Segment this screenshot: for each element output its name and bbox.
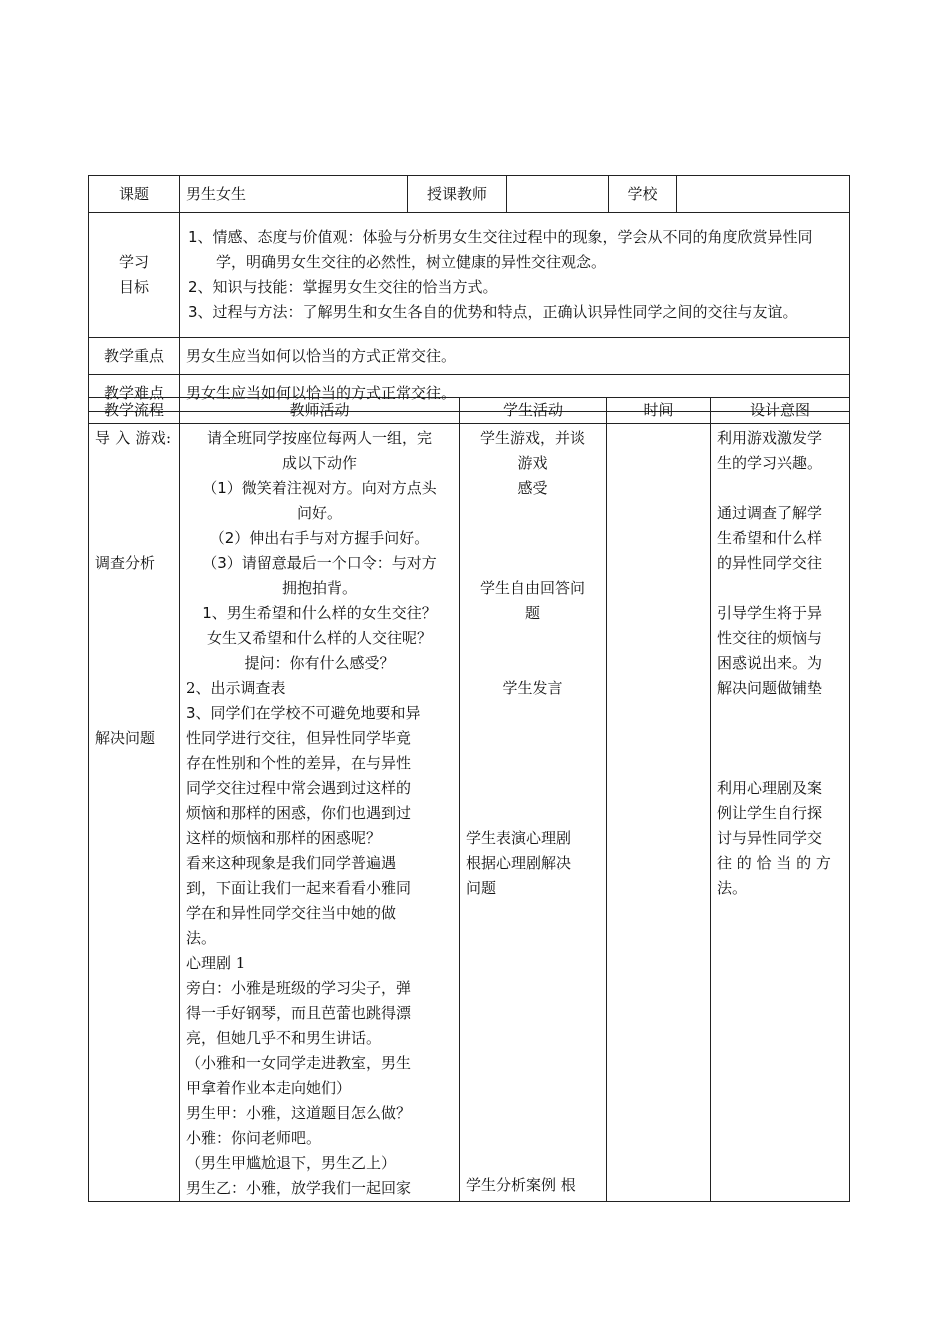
teacher-line: 3、同学们在学校不可避免地要和异 bbox=[186, 704, 421, 722]
design-text: 解决问题做铺垫 bbox=[717, 679, 823, 697]
teacher-line: 存在性别和个性的差异，在与异性 bbox=[186, 754, 412, 772]
stage-label: 导 入 游戏: bbox=[95, 429, 171, 447]
teacher-line: 1、男生希望和什么样的女生交往？ bbox=[202, 604, 437, 622]
design-text: 法。 bbox=[717, 879, 748, 897]
design-text: 往 的 恰 当 的 方 bbox=[717, 854, 831, 872]
objectives-label bbox=[89, 213, 180, 338]
topic-value: 男生女生 bbox=[180, 176, 408, 213]
teacher-line: 问好。 bbox=[296, 504, 342, 522]
teacher-line: 2、出示调查表 bbox=[186, 679, 286, 697]
teacher-line: （小雅和一女同学走进教室，男生 bbox=[186, 1054, 412, 1072]
design-intent-column bbox=[711, 424, 850, 1202]
teacher-line: 得一手好钢琴，而且芭蕾也跳得漂 bbox=[186, 1004, 412, 1022]
key-point-row bbox=[89, 338, 850, 375]
student-text: 游戏 bbox=[517, 454, 548, 472]
design-text: 的异性同学交往 bbox=[717, 554, 823, 572]
student-text: 学生自由回答问 bbox=[479, 579, 585, 597]
flow-header: 学生活动 bbox=[460, 398, 607, 424]
teacher-line: 男生甲：小雅，这道题目怎么做？ bbox=[186, 1104, 412, 1122]
teacher-activity-column bbox=[180, 424, 460, 1202]
student-text: 感受 bbox=[517, 479, 548, 497]
key-point-value: 男女生应当如何以恰当的方式正常交往。 bbox=[180, 338, 850, 375]
design-text: 生的学习兴趣。 bbox=[717, 454, 823, 472]
student-text: 题 bbox=[524, 604, 540, 622]
student-text: 学生分析案例 根 bbox=[466, 1176, 576, 1194]
flow-header: 设计意图 bbox=[711, 398, 850, 424]
objectives-content bbox=[180, 213, 850, 338]
student-text: 学生发言 bbox=[502, 679, 563, 697]
difficulty-label: 教学难点 bbox=[89, 375, 180, 412]
teacher-label: 授课教师 bbox=[408, 176, 507, 213]
teacher-value bbox=[507, 176, 609, 213]
student-text: 问题 bbox=[466, 879, 497, 897]
topic-row bbox=[89, 176, 850, 213]
teacher-line: 烦恼和那样的困惑，你们也遇到过 bbox=[186, 804, 412, 822]
objectives-row bbox=[89, 213, 850, 338]
design-text: 通过调查了解学 bbox=[717, 504, 823, 522]
difficulty-value: 男女生应当如何以恰当的方式正常交往。 bbox=[180, 375, 850, 412]
teacher-line: （3）请留意最后一个口令：与对方 bbox=[202, 554, 437, 572]
teacher-line: 男生乙：小雅，放学我们一起回家 bbox=[186, 1179, 412, 1197]
key-point-label: 教学重点 bbox=[89, 338, 180, 375]
teacher-line: 女生又希望和什么样的人交往呢？ bbox=[206, 629, 432, 647]
student-text: 根据心理剧解决 bbox=[466, 854, 572, 872]
flow-header: 教师活动 bbox=[180, 398, 460, 424]
school-value bbox=[677, 176, 850, 213]
objective-item: 1、情感、态度与价值观：体验与分析男女生交往过程中的现象，学会从不同的角度欣赏异性同学，明确男女生交往的必然性，树立健康的异性交往观念。 bbox=[188, 228, 813, 271]
stage-label: 解决问题 bbox=[95, 729, 156, 747]
objective-item: 3、过程与方法：了解男生和女生各自的优势和特点，正确认识异性同学之间的交往与友谊。 bbox=[188, 303, 798, 321]
time-column bbox=[607, 424, 711, 1202]
teacher-line: 请全班同学按座位每两人一组，完 bbox=[206, 429, 432, 447]
student-text: 学生游戏，并谈 bbox=[479, 429, 585, 447]
teacher-line: 心理剧 1 bbox=[186, 954, 246, 972]
stage-label: 调查分析 bbox=[95, 554, 156, 572]
school-label: 学校 bbox=[609, 176, 677, 213]
objective-item: 2、知识与技能：掌握男女生交往的恰当方式。 bbox=[188, 278, 498, 296]
flow-header: 时间 bbox=[607, 398, 711, 424]
teacher-line: 提问：你有什么感受？ bbox=[244, 654, 395, 672]
design-text: 性交往的烦恼与 bbox=[717, 629, 823, 647]
objectives-label-line2: 目标 bbox=[118, 278, 149, 296]
teacher-line: 到，下面让我们一起来看看小雅同 bbox=[186, 879, 412, 897]
flow-header: 教学流程 bbox=[89, 398, 180, 424]
teacher-line: 学在和异性同学交往当中她的做 bbox=[186, 904, 397, 922]
teacher-line: 小雅：你问老师吧。 bbox=[186, 1129, 322, 1147]
teacher-line: 法。 bbox=[186, 929, 217, 947]
teacher-line: （男生甲尴尬退下，男生乙上） bbox=[186, 1154, 397, 1172]
topic-label: 课题 bbox=[89, 176, 180, 213]
lesson-info-table bbox=[88, 175, 850, 412]
teacher-line: 性同学进行交往，但异性同学毕竟 bbox=[186, 729, 412, 747]
design-text: 利用心理剧及案 bbox=[717, 779, 823, 797]
teacher-line: 同学交往过程中常会遇到过这样的 bbox=[186, 779, 412, 797]
design-text: 引导学生将于异 bbox=[717, 604, 823, 622]
teacher-line: 拥抱拍背。 bbox=[281, 579, 357, 597]
teaching-flow-table bbox=[88, 397, 850, 1202]
design-text: 困惑说出来。为 bbox=[717, 654, 823, 672]
teacher-line: 亮，但她几乎不和男生讲话。 bbox=[186, 1029, 382, 1047]
teacher-line: （2）伸出右手与对方握手问好。 bbox=[209, 529, 430, 547]
teacher-line: 这样的烦恼和那样的困惑呢？ bbox=[186, 829, 382, 847]
design-text: 利用游戏激发学 bbox=[717, 429, 823, 447]
flow-header-row bbox=[89, 398, 850, 424]
teacher-line: 甲拿着作业本走向她们） bbox=[186, 1079, 352, 1097]
design-text: 例让学生自行探 bbox=[717, 804, 823, 822]
flow-body-row bbox=[89, 424, 850, 1202]
design-text: 讨与异性同学交 bbox=[717, 829, 823, 847]
objectives-label-line1: 学习 bbox=[118, 253, 149, 271]
student-text: 学生表演心理剧 bbox=[466, 829, 572, 847]
teacher-line: （1）微笑着注视对方。向对方点头 bbox=[202, 479, 437, 497]
stage-column bbox=[89, 424, 180, 1202]
design-text: 生希望和什么样 bbox=[717, 529, 823, 547]
teacher-line: 成以下动作 bbox=[281, 454, 357, 472]
teacher-line: 看来这种现象是我们同学普遍遇 bbox=[186, 854, 397, 872]
student-activity-column bbox=[460, 424, 607, 1202]
teacher-line: 旁白：小雅是班级的学习尖子，弹 bbox=[186, 979, 412, 997]
